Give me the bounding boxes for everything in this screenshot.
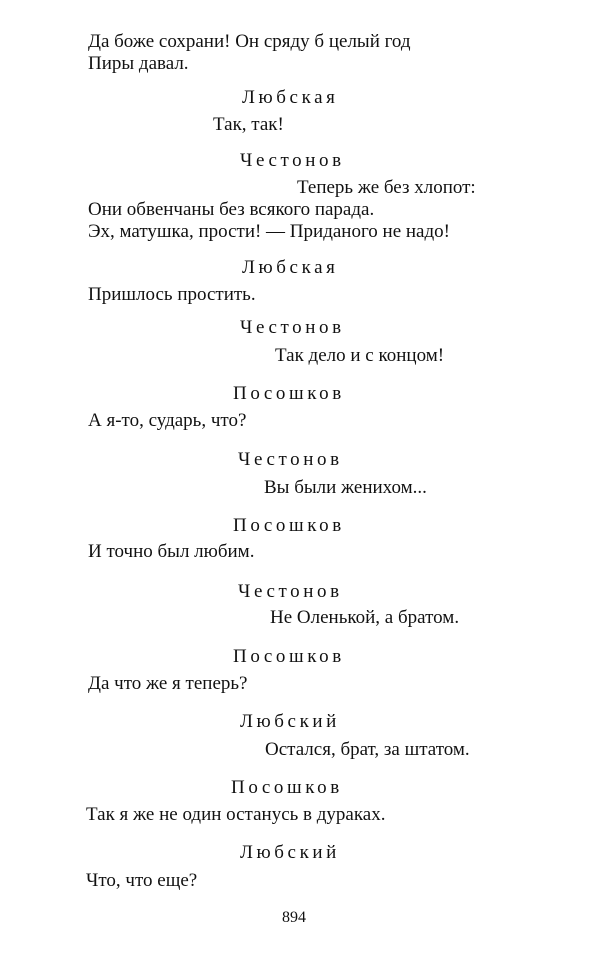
speaker-name: Честонов: [240, 150, 345, 171]
speaker-name: Посошков: [233, 383, 345, 404]
speaker-name: Посошков: [233, 515, 345, 536]
verse-line: А я-то, сударь, что?: [88, 410, 247, 431]
verse-line: Что, что еще?: [86, 870, 198, 891]
speaker-name: Честонов: [238, 449, 343, 470]
verse-line: Не Оленькой, а братом.: [270, 607, 460, 628]
speaker-name: Честонов: [240, 317, 345, 338]
verse-line: И точно был любим.: [88, 541, 255, 562]
page-number: 894: [282, 909, 306, 926]
verse-line: Так дело и с концом!: [275, 345, 445, 366]
verse-line: Пиры давал.: [88, 53, 189, 74]
speaker-name: Посошков: [231, 777, 343, 798]
verse-line: Эх, матушка, прости! — Приданого не надо!: [88, 221, 450, 242]
verse-line: Теперь же без хлопот:: [297, 177, 476, 198]
verse-line: Да что же я теперь?: [88, 673, 248, 694]
verse-line: Остался, брат, за штатом.: [265, 739, 470, 760]
verse-line: Да боже сохрани! Он сряду б целый год: [88, 31, 411, 52]
speaker-name: Любская: [242, 87, 339, 108]
verse-line: Так я же не один останусь в дураках.: [86, 804, 386, 825]
verse-line: Они обвенчаны без всякого парада.: [88, 199, 375, 220]
speaker-name: Любская: [242, 257, 339, 278]
verse-line: Так, так!: [213, 114, 284, 135]
verse-line: Вы были женихом...: [264, 477, 427, 498]
speaker-name: Честонов: [238, 581, 343, 602]
speaker-name: Посошков: [233, 646, 345, 667]
speaker-name: Любский: [240, 842, 340, 863]
verse-line: Пришлось простить.: [88, 284, 256, 305]
speaker-name: Любский: [240, 711, 340, 732]
